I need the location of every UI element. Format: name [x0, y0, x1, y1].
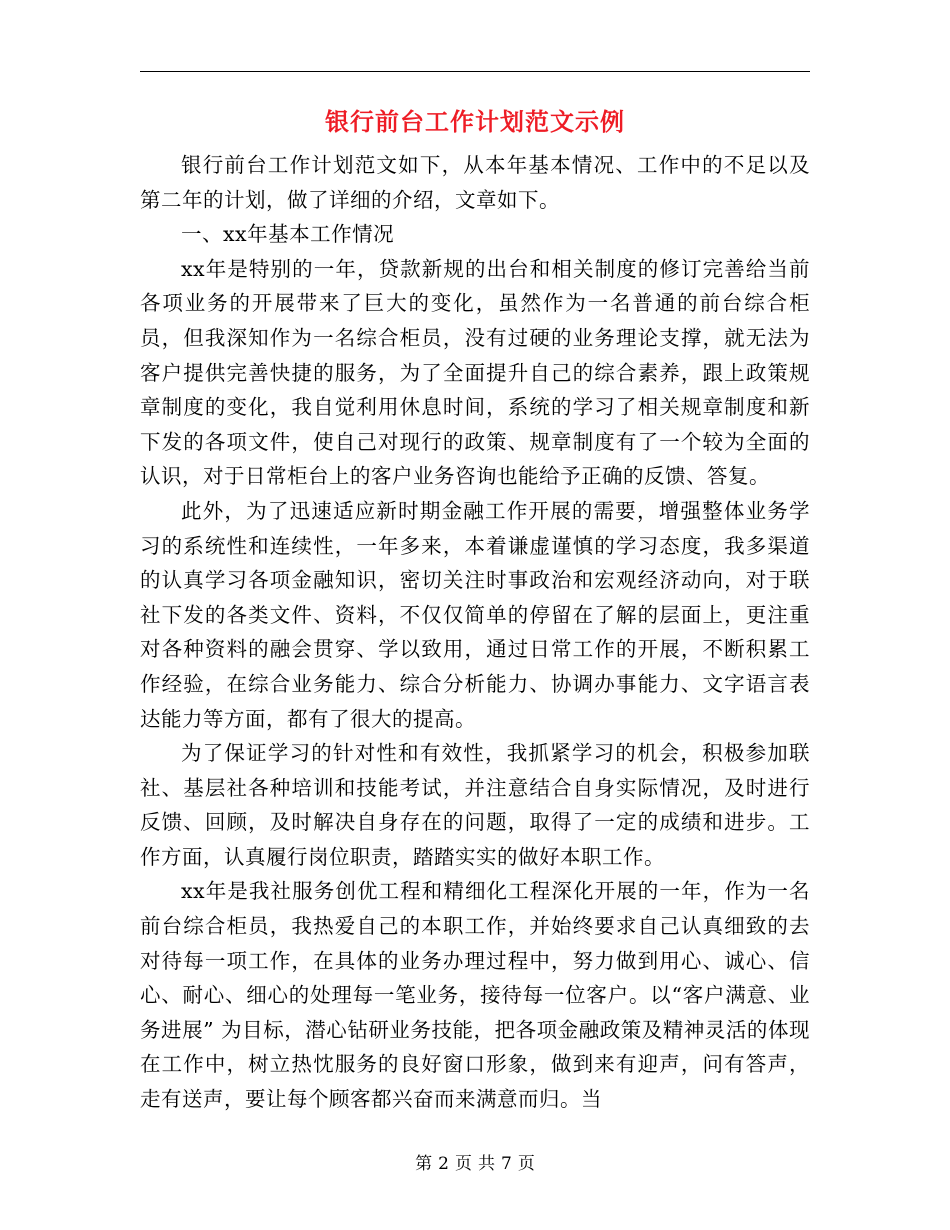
- document-title: 银行前台工作计划范文示例: [325, 107, 625, 136]
- body-paragraph: 此外，为了迅速适应新时期金融工作开展的需要，增强整体业务学习的系统性和连续性，一年多来，本着谦虚谨慎的学习态度，我多渠道的认真学习各项金融知识，密切关注时事政治和宏观经济动向，对于联社下发的各类文件、资料，不仅仅简单的停留在了解的层面上，更注重对各种资料的融会贯穿、学以致用，通过日常工作的开展，不断积累工作经验，在综合业务能力、综合分析能力、协调办事能力、文字语言表达能力等方面，都有了很大的提高。: [140, 498, 810, 731]
- intro-paragraph: 银行前台工作计划范文如下，从本年基本情况、工作中的不足以及第二年的计划，做了详细的介绍，文章如下。: [140, 153, 810, 212]
- section-heading: 一、xx年基本工作情况: [181, 222, 395, 247]
- body-paragraph: xx年是特别的一年，贷款新规的出台和相关制度的修订完善给当前各项业务的开展带来了巨大的变化，虽然作为一名普通的前台综合柜员，但我深知作为一名综合柜员，没有过硬的业务理论支撑，就无法为客户提供完善快捷的服务，为了全面提升自己的综合素养，跟上政策规章制度的变化，我自觉利用休息时间，系统的学习了相关规章制度和新下发的各项文件，使自己对现行的政策、规章制度有了一个较为全面的认识，对于日常柜台上的客户业务咨询也能给予正确的反馈、答复。: [140, 256, 810, 489]
- footer-total-pages: 7: [501, 1154, 512, 1174]
- footer-label-unit: 页: [455, 1154, 472, 1174]
- footer-label-unit-2: 页: [517, 1154, 535, 1174]
- body-paragraph: 为了保证学习的针对性和有效性，我抓紧学习的机会，积极参加联社、基层社各种培训和技能考试，并注意结合自身实际情况，及时进行反馈、回顾，及时解决自身存在的问题，取得了一定的成绩和进步。工作方面，认真履行岗位职责，踏踏实实的做好本职工作。: [140, 741, 810, 869]
- header-rule: [140, 71, 810, 72]
- footer-label-total: 共: [478, 1154, 495, 1174]
- page-footer: [0, 1152, 950, 1176]
- footer-label-page: 第: [415, 1154, 433, 1174]
- footer-current-page: 2: [438, 1154, 449, 1174]
- document-body: [140, 148, 810, 1117]
- body-paragraph: xx年是我社服务创优工程和精细化工程深化开展的一年，作为一名前台综合柜员，我热爱自己的本职工作，并始终要求自己认真细致的去对待每一项工作，在具体的业务办理过程中，努力做到用心、诚心、信心、耐心、细心的处理每一笔业务，接待每一位客户。以“客户满意、业务进展” 为目标，潜心钻研业务技能，把各项金融政策及精神灵活的体现在工作中，树立热忱服务的良好窗口形象，做到来有迎声，问有答声，走有送声，要让每个顾客都兴奋而来满意而归。当: [140, 879, 810, 1112]
